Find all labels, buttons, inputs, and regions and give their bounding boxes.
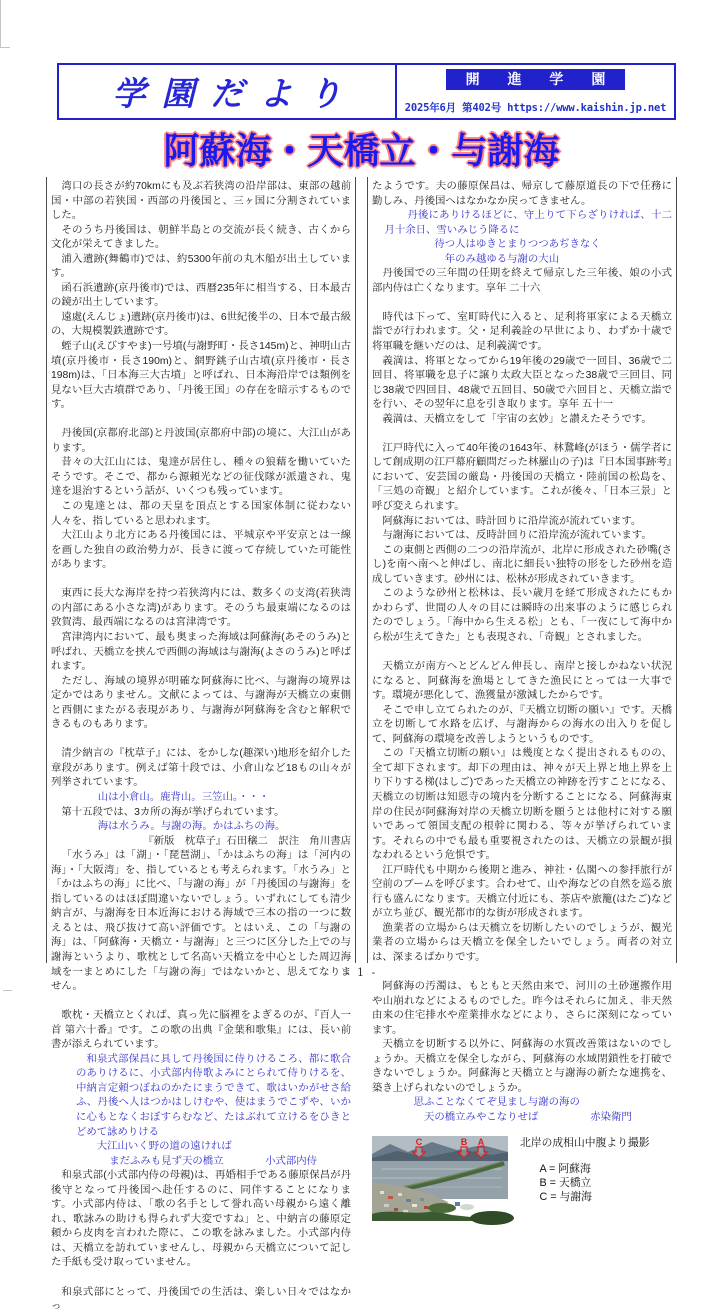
arrow-label-c: C xyxy=(415,1136,423,1147)
left-column xyxy=(46,177,356,1313)
paragraph: 歌枕・天橋立とくれば、真っ先に脳裡をよぎるのが、『百人一首 第六十番』です。この歌の出典『金葉和歌集』には、長い前書が添えられています。 xyxy=(51,1010,351,1051)
quote-line: 和泉式部保昌に具して丹後国に侍りけるころ、都に歌合のありけるに、小式部内侍歌よみにとられて侍りけるを、中納言定頼つぼねのかたにまうできて、歌はいかがせさ給ふ、丹後へ人はつかはしけむや、使はまうでこずや、いかに心もとなくおぼすらむなど、たはぶれて立けるをひきとどめて詠めりける xyxy=(75,1053,351,1138)
spacer xyxy=(372,646,672,661)
paragraph: 阿蘇海においては、時計回りに沿岸流が流れています。 xyxy=(382,515,642,527)
amanohashidate-photo xyxy=(372,1136,508,1227)
spacer xyxy=(51,995,351,1010)
arrow-label-b: B xyxy=(460,1136,468,1147)
paragraph: 函石浜遺跡(京丹後市)では、西暦235年に相当する、日本最古の鏡が出土しています。 xyxy=(51,282,351,309)
paragraph: 義満は、将軍となってから19年後の29歳で一回目、36歳で二回目、将軍職を息子に譲り太政大臣となった38歳で三回目、同じ38歳で四回目、48歳で五回目、50歳で六回目と、天橋立詣でを行い、その翌年に息を引き取ります。享年 五十一 xyxy=(372,355,672,411)
paragraph: そこで申し立てられたのが、『天橋立切断の願い』です。天橋立を切断して水路を広げ、与謝海からの海水の出入りを促して、阿蘇海の環境を改善しようというものです。 xyxy=(372,704,672,745)
article-title: 阿蘇海・天橋立・与謝海 xyxy=(163,130,560,171)
landscape-photo-illustration xyxy=(372,1136,508,1221)
paragraph: 和泉式部(小式部内侍の母親)は、再婚相手である藤原保昌が丹後守となって丹後国へ赴任するのに、同伴することになります。小式部内侍は、「歌の名手として誉れ高い母親から遠く離れ、歌詠みの助けも得られず大変ですね」と、中納言の藤原定頼から皮肉を言われた際に、この歌を詠みました。小式部内侍は、天橋立を訪れていませんし、母親から天橋立について記した手紙も受け取っていません。 xyxy=(51,1170,351,1269)
quote-line: 天の橋立みやこなりせば 赤染衛門 xyxy=(424,1112,632,1123)
spacer xyxy=(51,573,351,588)
paragraph: 義満は、天橋立をして「宇宙の玄妙」と讃えたそうです。 xyxy=(382,413,652,425)
paragraph: この東側と西側の二つの沿岸流が、北岸に形成された砂嘴(さし)を南へ南へと伸ばし、南北に細長い独特の形をした砂州を造成していきます。砂州には、松林が形成されていきます。 xyxy=(372,544,672,585)
quote-line: 思ふことなくてぞ見まし与謝の海の xyxy=(413,1097,580,1109)
paragraph: 与謝海においては、反時計回りに沿岸流が流れています。 xyxy=(382,530,652,542)
newsletter-title: 学園だより xyxy=(112,74,358,113)
paragraph: 江戸時代に入って40年後の1643年、林鵞峰(がほう・儒学者にして創成期の江戸幕府顧問だった林羅山の子)は『日本国事跡考』において、安芸国の厳島・丹後国の天橋立・陸前国の松島を、「三処の奇観」と紹介しています。これが後々、「日本三景」と呼び変えられます。 xyxy=(372,442,672,513)
paragraph: 宮津湾内において、最も奥まった海域は阿蘇海(あそのうみ)と呼ばれ、天橋立を挟んで西側の海域は与謝海(よさのうみ)と呼ばれます。 xyxy=(51,631,351,673)
quote-line: まだふみも見ず天の橋立 小式部内侍 xyxy=(109,1155,318,1167)
paragraph: 和泉式部にとって、丹後国での生活は、楽しい日々ではなかっ xyxy=(51,1286,351,1313)
quote-line: 大江山いく野の道の遠ければ xyxy=(96,1141,232,1153)
masthead-cell xyxy=(59,65,397,118)
paragraph: 丹後国での三年間の任期を終えて帰京した三年後、娘の小式部内侍は亡くなります。享年 二十六 xyxy=(372,268,672,294)
paragraph: 『新版 枕草子』石田穣二 訳注 角川書店 xyxy=(143,835,351,847)
paragraph: このような砂州と松林は、長い歳月を経て形成されたにもかかわらず、世間の人々の目には瞬時の出来事のように感じられたのでしょう。「海中から生える松」とも、「一夜にして海中から松が生えてきた」とも表現され、「奇観」とされました。 xyxy=(372,588,672,643)
photo-block xyxy=(372,1136,672,1227)
legend-item-c: C = 与謝海 xyxy=(539,1190,592,1203)
photo-caption-block xyxy=(520,1136,650,1204)
spacer xyxy=(372,427,672,442)
paragraph: 漁業者の立場からは天橋立を切断したいのでしょうが、観光業者の立場からは天橋立を保全したいでしょう。両者の対立は、深まるばかりです。 xyxy=(372,922,672,963)
quote-line: 年のみ越ゆる与謝の大山 xyxy=(444,253,560,265)
spacer xyxy=(51,1271,351,1286)
paragraph: 天橋立を切断する以外に、阿蘇海の水質改善策はないのでしょうか。天橋立を保全しながら、阿蘇海の水域閉鎖性を打破できないでしょうか。阿蘇海と天橋立と与謝海の新たな連携を、築き上げられないのでしょうか。 xyxy=(372,1039,672,1094)
paragraph: この鬼達とは、都の天皇を頂点とする国家体制に従わない人々を、指していると思われます。 xyxy=(51,501,351,527)
newsletter-header xyxy=(57,63,676,120)
paragraph: そのうち丹後国は、朝鮮半島との交流が長く続き、古くから文化が栄えてきました。 xyxy=(51,224,351,251)
issue-line: 2025年6月 第402号 https://www.kaishin.jp.net xyxy=(404,102,667,114)
photo-caption: 北岸の成相山中腹より撮影 xyxy=(520,1136,650,1149)
crop-mark-top-left-vertical xyxy=(0,0,1,47)
school-name-badge: 開 進 学 園 xyxy=(446,69,626,90)
legend-item-a: A = 阿蘇海 xyxy=(539,1162,591,1175)
spacer xyxy=(51,413,351,428)
quote-line: 丹後にありけるほどに、守上りて下らざりければ、十二月十余日、雪いみじう降るに xyxy=(384,210,672,236)
paragraph: 「水うみ」は「湖」・「琵琶湖」、「かはふちの海」は「河内の海」・「大阪湾」を、指しているとも考えられます。「水うみ」と「かはふちの海」に比べ、「与謝の海」が「丹後国の与謝海」を指しているのはほぼ間違いないでしょう。いずれにしても清少納言が、与謝海を日本近海における海域で三本の指の一つに数えるとは、飛び抜けて高い評価です。とはいえ、この「与謝の海」は、「阿蘇海・天橋立・与謝海」と三つに区分した上での与謝海というより、歌枕として名高い天橋立を中心とした周辺海域を一まとめにした「与謝の海」ではないかと、思えてなりません。 xyxy=(51,850,351,993)
paragraph: 蛭子山(えびすやま)一号墳(与謝野町・長さ145m)と、神明山古墳(京丹後市・長さ190m)と、網野銚子山古墳(京丹後市・長さ198m)は、「日本海三大古墳」と呼ばれ、日本海沿岸では類例を見ない巨大古墳群であり、「丹後王国」の存在を暗示するものです。 xyxy=(51,341,351,411)
paragraph: 遠處(えんじょ)遺跡(京丹後市)は、6世紀後半の、日本で最古級の、大規模製鉄遺跡です。 xyxy=(51,311,351,338)
paragraph: 天橋立が南方へとどんどん伸長し、南岸と接しかねない状況になると、阿蘇海を漁場としてきた漁民にとっては一大事です。環境が悪化して、漁獲量が激減したからです。 xyxy=(372,661,672,702)
paragraph: この『天橋立切断の願い』は幾度となく提出されるものの、全て却下されます。却下の理由は、神々が天上界と地上界を上り下りする梯(はしご)であった天橋立の神跡を汚すことになる、天橋立の切断は知恩寺の境内を分断することになる、阿蘇海東岸の住民が阿蘇海対岸の天橋立切断を願うとは他村に対する願いであって領国支配の根幹に関わる、等々が挙げられています。それらの中でも最も重要視されたのは、天橋立の景観が損なわれるという危惧です。 xyxy=(372,748,672,862)
paragraph: 清少納言の『枕草子』には、をかしな(趣深い)地形を紹介した章段があります。例えば第十段では、小倉山など18もの山々が列挙されています。 xyxy=(51,748,351,789)
crop-mark-top-left xyxy=(0,47,10,48)
quote-line: 海は水うみ。与謝の海。かはふちの海。 xyxy=(97,821,286,833)
arrow-label-a: A xyxy=(477,1136,485,1147)
paragraph: 浦入遺跡(舞鶴市)では、約5300年前の丸木船が出土しています。 xyxy=(51,253,351,280)
paragraph: 昔々の大江山には、鬼達が居住し、種々の狼藉を働いていたそうです。そこで、都から源頼光などの征伐隊が派遣され、鬼達を退治するという話が、いくつも残っています。 xyxy=(51,457,351,498)
right-column-text xyxy=(372,180,672,1126)
legend-item-b: B = 天橋立 xyxy=(539,1176,592,1189)
paragraph: 丹後国(京都府北部)と丹波国(京都府中部)の境に、大江山があります。 xyxy=(51,428,351,454)
paragraph: 湾口の長さが約70kmにも及ぶ若狭湾の沿岸部は、東部の越前国・中部の若狭国・西部の丹後国と、三ヶ国に分割されていました。 xyxy=(51,181,351,222)
paragraph: 大江山より北方にある丹後国には、平城京や平安京とは一線を画した独自の政治勢力が、長きに渡って存続していた可能性があります。 xyxy=(51,530,351,571)
paragraph: 第十五段では、3カ所の海が挙げられています。 xyxy=(61,806,285,818)
crop-mark-bottom-left xyxy=(3,990,12,991)
paragraph: 江戸時代も中期から後期と進み、神社・仏閣への参拝旅行が空前のブームを呼びます。合わせて、山や海などの自然を巡る旅行も盛んになります。天橋立付近にも、茶店や旅籠(はたご)などが立ち並び、観光都市的な街が形成されます。 xyxy=(372,864,672,920)
page-number: - 1 - xyxy=(345,966,378,979)
spacer xyxy=(51,733,351,748)
paragraph: 時代は下って、室町時代に入ると、足利将軍家による天橋立詣でが行われます。父・足利義詮の早世により、わずか十歳で将軍職を継いだのは、足利義満です。 xyxy=(372,311,672,353)
paragraph: 東西に長大な海岸を持つ若狭湾内には、数多くの支湾(若狭湾の内部にある小さな湾)があります。そのうち最東端になるのは敦賀湾、最西端になるのは宮津湾です。 xyxy=(51,588,351,629)
issue-cell xyxy=(397,65,674,118)
right-column xyxy=(367,177,677,1203)
photo-legend xyxy=(520,1162,650,1204)
paragraph: たようです。夫の藤原保昌は、帰京して藤原道長の下で任務に勤しみ、丹後国へはなかなか戻ってきません。 xyxy=(372,181,672,207)
quote-line: 待つ人はゆきとまりつつあぢきなく xyxy=(434,239,601,251)
paragraph: ただし、海域の境界が明確な阿蘇海に比べ、与謝海の境界は定かではありません。文献によっては、与謝海が天橋立の東側と西側にまたがる表現があり、与謝海が阿蘇海を含むと解釈できるものもあります。 xyxy=(51,675,351,731)
spacer xyxy=(372,296,672,311)
paragraph: 阿蘇海の汚濁は、もともと天然由来で、河川の土砂運搬作用や山崩れなどによるものでした。昨今はそれらに加え、非天然由来の住宅排水や産業排水などにより、さらに深刻になっています。 xyxy=(372,981,672,1036)
quote-line: 山は小倉山。鹿背山。三笠山。・・・ xyxy=(97,791,270,803)
